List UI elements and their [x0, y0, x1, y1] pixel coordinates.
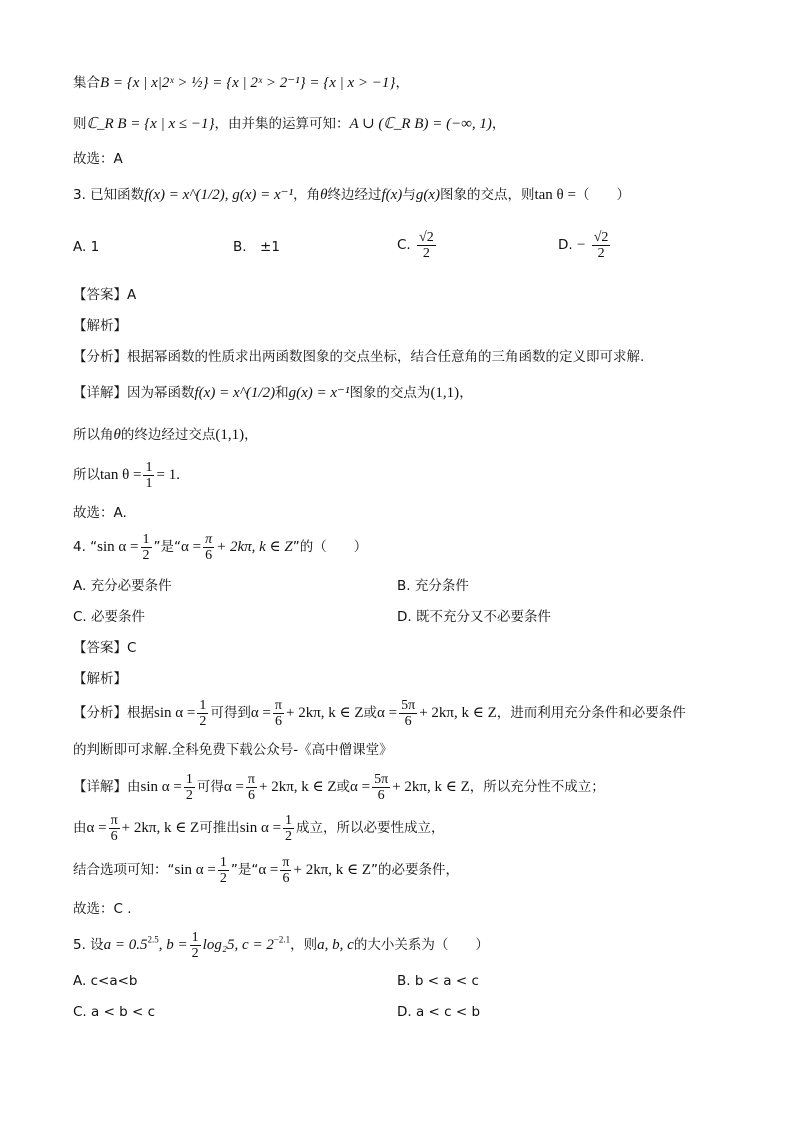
math-tan: tan θ =: [534, 187, 576, 203]
answer-blank: 的大小关系为（ ）: [353, 936, 489, 953]
q3-option-c: [397, 230, 438, 261]
q3-option-a: A. 1: [73, 239, 100, 255]
question-3: [73, 188, 630, 203]
answer-blank: （ ）: [575, 187, 630, 203]
detail-4-line-1: [73, 772, 605, 803]
math-theta: θ: [320, 187, 328, 203]
fraction: [246, 772, 257, 803]
punct: ，: [244, 427, 258, 443]
answer-value: C: [127, 640, 137, 656]
numerator: 1: [191, 930, 199, 945]
exponent: 2.5: [147, 934, 159, 945]
text: 终边经过: [327, 187, 382, 203]
math-gx: g(x) = x⁻¹: [288, 385, 350, 401]
text: 或: [336, 778, 351, 795]
text-union-known: ，由并集的运算可知：: [214, 116, 350, 132]
numerator: √2: [593, 230, 609, 245]
q3-option-d: [558, 230, 612, 261]
answer-4: [73, 642, 136, 656]
fraction: [273, 698, 284, 729]
math-alpha: α =: [258, 862, 279, 878]
question-5: [73, 930, 489, 961]
denominator: 6: [274, 714, 282, 729]
numerator: π: [282, 855, 290, 870]
math-tail: + 2kπ, k ∈ Z: [293, 862, 372, 878]
text: 图象的交点为: [349, 385, 431, 401]
analysis-text: 根据幂函数的性质求出两函数图象的交点坐标，结合任意角的三角函数的定义即可求解.: [127, 349, 645, 365]
numerator: 1: [185, 772, 193, 787]
numerator: 5π: [374, 772, 389, 787]
fraction: [190, 930, 201, 961]
denominator: 2: [199, 714, 207, 729]
text: ”的必要条件，: [371, 861, 460, 878]
detail-3-line-1: [73, 386, 473, 401]
answer-label: 【答案】: [73, 287, 127, 303]
detail-3-line-3: [73, 460, 180, 491]
numerator: π: [110, 813, 118, 828]
numerator: √2: [419, 230, 434, 245]
question-4-number: 4. “: [73, 538, 98, 555]
math-complement-b: ℂ_R B = {x | x ≤ −1}: [86, 116, 215, 132]
detail-4-choice: 故选：C .: [73, 901, 132, 917]
analysis-3: [73, 351, 644, 365]
math-functions: f(x) = x^(1/2), g(x) = x⁻¹: [144, 187, 294, 203]
option-label: C.: [397, 236, 411, 253]
numerator: 1: [145, 460, 153, 475]
math-union-result: A ∪ (ℂ_R B) = (−∞, 1): [349, 116, 492, 132]
math-tan: tan θ =: [100, 467, 142, 483]
text: 所以角: [73, 427, 114, 443]
numerator: 1: [142, 532, 150, 547]
answer-blank: ”的（ ）: [292, 538, 368, 555]
fraction: [203, 532, 214, 563]
fraction: [283, 813, 294, 844]
denominator: 2: [422, 246, 430, 261]
q5-option-d: D. a < c < b: [397, 1004, 481, 1020]
answer-label: 【答案】: [73, 640, 127, 656]
text: 可得: [196, 778, 224, 795]
question-5-number: 5. 设: [73, 936, 104, 953]
text: 成立，所以必要性成立，: [296, 819, 445, 836]
detail-label: 【详解】: [73, 778, 127, 795]
q4-option-b: B. 充分条件: [397, 578, 469, 594]
math-tail: + 2kπ, k ∈ Z: [392, 779, 470, 795]
q4-option-c: C. 必要条件: [73, 609, 146, 625]
math-b: , b =: [158, 937, 188, 953]
math-alpha: α =: [350, 779, 371, 795]
text: 因为幂函数: [127, 385, 195, 401]
text: 和: [275, 385, 289, 401]
text: ，进而利用充分条件和必要条件: [496, 704, 686, 721]
fraction: [218, 855, 229, 886]
detail-3-choice: 故选：A.: [73, 505, 127, 521]
text: 所以: [73, 466, 100, 483]
denominator: 2: [185, 788, 193, 803]
fraction: [417, 230, 436, 261]
denominator: 1: [145, 476, 153, 491]
text-then: 则: [73, 116, 87, 132]
math-fx: f(x): [381, 187, 403, 203]
text: 可得到: [210, 704, 251, 721]
punct: ，: [491, 116, 506, 132]
detail-4-line-2: [73, 813, 445, 844]
question-4: [73, 532, 367, 563]
math-a: a = 0.5: [103, 937, 148, 953]
fraction: [109, 813, 120, 844]
numerator: 5π: [401, 698, 416, 713]
answer-choice-line: 故选：A: [73, 151, 123, 167]
math-set-b: B = {x | x|2ˣ > ½} = {x | 2ˣ > 2⁻¹} = {x | x > −1}: [100, 75, 396, 91]
text: ，所以充分性不成立；: [469, 778, 605, 795]
math-sin: sin α =: [97, 539, 139, 555]
math-alpha: α =: [86, 820, 107, 836]
numerator: 1: [199, 698, 207, 713]
math-gx: g(x): [415, 187, 440, 203]
math-alpha: α =: [223, 779, 244, 795]
text: 可推出: [199, 819, 240, 836]
text: ，角: [293, 187, 321, 203]
math-alpha: α =: [181, 539, 202, 555]
math-theta: θ: [113, 427, 121, 443]
detail-4-line-3: [73, 855, 459, 886]
solution-line-union: [73, 117, 505, 132]
fraction: [143, 460, 154, 491]
numerator: π: [205, 532, 213, 547]
text: 图象的交点，则: [439, 187, 535, 203]
math-fx: f(x) = x^(1/2): [194, 385, 276, 401]
math-alpha: α =: [377, 705, 398, 721]
q5-option-b: B. b < a < c: [397, 973, 479, 989]
denominator: 2: [219, 871, 227, 886]
detail-3-line-2: [73, 428, 258, 443]
denominator: 6: [377, 788, 385, 803]
denominator: 6: [282, 871, 290, 886]
text: ，则: [290, 936, 318, 953]
math-sin: sin α =: [140, 779, 182, 795]
fraction: [372, 772, 390, 803]
text-set-label: 集合: [73, 75, 100, 91]
q4-option-a: A. 充分必要条件: [73, 578, 172, 594]
exponent: −2.1: [273, 934, 291, 945]
analysis-4-line-2: 的判断即可求解.全科免费下载公众号-《高中僧课堂》: [73, 742, 393, 758]
q3-option-b: B. ±1: [233, 239, 280, 255]
text: 根据: [127, 704, 154, 721]
math-sin: sin α =: [239, 820, 282, 836]
punct: ，: [395, 75, 409, 91]
denominator: 2: [285, 829, 293, 844]
fraction: [399, 698, 417, 729]
fraction: [141, 532, 152, 563]
math-point: (1,1): [430, 385, 460, 401]
math-tail: + 2kπ, k ∈ Z: [216, 539, 293, 555]
math-sin: sin α =: [174, 862, 216, 878]
analysis-4: [73, 698, 686, 729]
q4-option-d: D. 既不充分又不必要条件: [397, 609, 551, 625]
text: 与: [402, 187, 416, 203]
denominator: 6: [205, 548, 213, 563]
q5-option-c: C. a < b < c: [73, 1004, 156, 1020]
denominator: 2: [191, 946, 199, 961]
math-tail: + 2kπ, k ∈ Z: [419, 705, 497, 721]
numerator: 1: [285, 813, 293, 828]
answer-3: [73, 289, 136, 303]
math-sin: sin α =: [154, 705, 196, 721]
analysis-label: 【分析】: [73, 704, 127, 721]
question-3-number: 3. 已知函数: [73, 187, 145, 203]
numerator: π: [274, 698, 282, 713]
fraction: [197, 698, 208, 729]
fraction: [592, 230, 611, 261]
text: 由: [73, 819, 87, 836]
denominator: 6: [404, 714, 412, 729]
math-abc: a, b, c: [317, 937, 354, 953]
math-alpha: α =: [250, 705, 271, 721]
q5-option-a: A. c<a<b: [73, 973, 138, 989]
numerator: 1: [219, 855, 227, 870]
text: ”是“: [230, 861, 259, 878]
detail-label: 【详解】: [73, 385, 127, 401]
math-tail: + 2kπ, k ∈ Z: [121, 820, 200, 836]
text: 由: [127, 778, 141, 795]
fraction: [184, 772, 195, 803]
math-tail: + 2kπ, k ∈ Z: [258, 779, 337, 795]
numerator: π: [247, 772, 255, 787]
denominator: 2: [142, 548, 150, 563]
minus-sign: −: [576, 237, 586, 253]
fraction: [280, 855, 291, 886]
text: 结合选项可知：“: [73, 861, 175, 878]
math-tail: + 2kπ, k ∈ Z: [285, 705, 364, 721]
denominator: 6: [247, 788, 255, 803]
punct: ，: [459, 385, 473, 401]
answer-value: A: [127, 287, 137, 303]
denominator: 6: [110, 829, 118, 844]
math-point: (1,1): [215, 427, 245, 443]
analysis-header-3: 【解析】: [73, 318, 127, 334]
denominator: 2: [597, 246, 605, 261]
math-result: = 1.: [156, 467, 180, 483]
text: 或: [363, 704, 378, 721]
text: ”是“: [153, 538, 181, 555]
solution-line-set-b: [73, 76, 409, 91]
math-log: log₂5, c = 2: [202, 937, 274, 953]
analysis-header-4: 【解析】: [73, 671, 127, 687]
text: 的终边经过交点: [120, 427, 216, 443]
option-label: D.: [558, 236, 573, 253]
analysis-label: 【分析】: [73, 349, 127, 365]
